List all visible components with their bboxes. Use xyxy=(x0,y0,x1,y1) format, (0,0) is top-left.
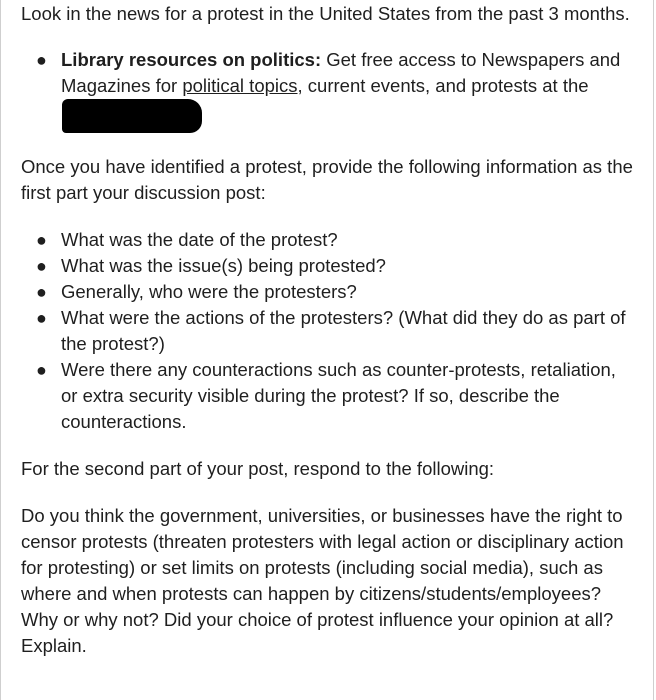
question-item xyxy=(21,253,636,279)
question-item xyxy=(21,279,636,305)
bullet-icon: ● xyxy=(36,308,47,328)
bullet-icon: ● xyxy=(36,230,47,250)
page-border-right xyxy=(653,0,654,700)
bullet-icon: ● xyxy=(36,256,47,276)
question-item xyxy=(21,227,636,253)
resources-list xyxy=(21,47,636,133)
question-item xyxy=(21,305,636,357)
political-topics-link[interactable]: political topics xyxy=(182,75,298,96)
resources-item xyxy=(21,47,636,133)
question-text: What were the actions of the protesters? (What did they do as part of the protest?) xyxy=(61,307,626,354)
bullet-icon: ● xyxy=(36,282,47,302)
question-text: What was the date of the protest? xyxy=(61,229,338,250)
questions-list xyxy=(21,227,636,435)
redaction-mark xyxy=(62,99,202,133)
question-text: What was the issue(s) being protested? xyxy=(61,255,386,276)
resources-text-before: Get free access to Newspapers and Magazines for xyxy=(61,49,621,96)
instructions-paragraph: Once you have identified a protest, provide the following information as the first part your discussion post: xyxy=(21,156,633,203)
second-part-intro: For the second part of your post, respond to the following: xyxy=(21,458,495,479)
question-text: Were there any counteractions such as counter-protests, retaliation, or extra security visible during the protest? If so, describe the counteractions. xyxy=(61,359,616,432)
intro-paragraph: Look in the news for a protest in the United States from the past 3 months. xyxy=(21,3,630,24)
assignment-content xyxy=(21,1,636,659)
discussion-prompt: Do you think the government, universities, or businesses have the right to censor protests (threaten protesters with legal action or disciplinary action for protesting) or set limits on protests (including social media), such as where and when protests can happen by citizens/students/employees? Why or why not? Did your choice of protest influence your opinion at all? Explain. xyxy=(21,505,624,656)
page-border-left xyxy=(0,0,1,700)
question-item xyxy=(21,357,636,435)
question-text: Generally, who were the protesters? xyxy=(61,281,357,302)
bullet-icon: ● xyxy=(36,360,47,380)
resources-label: Library resources on politics: xyxy=(61,49,322,70)
bullet-icon: ● xyxy=(36,50,47,70)
resources-text-after: , current events, and protests at the xyxy=(297,75,589,96)
